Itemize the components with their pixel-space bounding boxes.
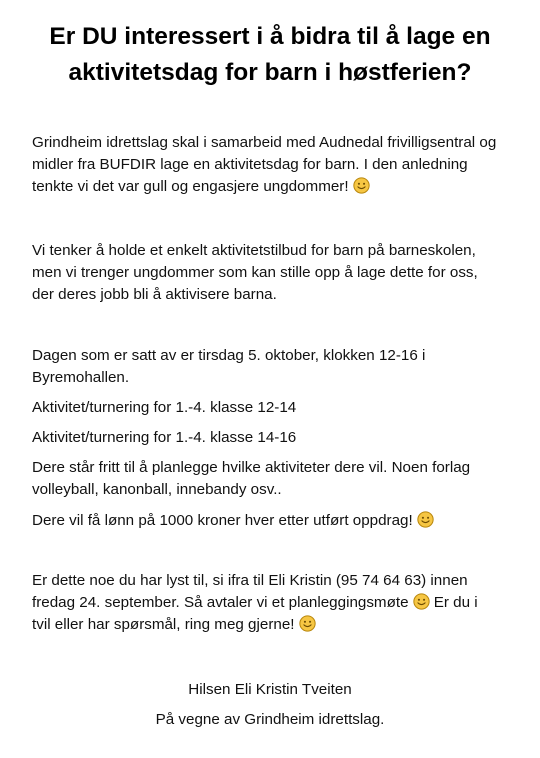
title-line-2: aktivitetsdag for barn i høstferien? [68,59,472,86]
offer-line-2: men vi trenger ungdommer som kan stille opp å lage dette for oss, [32,264,478,281]
date-line-2: Byremohallen. [32,369,130,386]
intro-line-3-wrap [32,176,522,198]
smiley-face-icon [299,615,316,632]
activity-1: Aktivitet/turnering for 1.-4. klasse 12-14 [32,399,297,416]
pay-paragraph [32,510,522,532]
smiley-face-icon [353,177,370,194]
activity-2: Aktivitet/turnering for 1.-4. klasse 14-16 [32,429,297,446]
intro-line-3: tenkte vi det var gull og engasjere ungdommer! [32,178,349,195]
title-line-1: Er DU interessert i å bidra til å lage en [49,23,491,50]
contact-line-3-wrap [32,614,522,636]
contact-line-2b: Er du i [433,594,478,611]
signature-behalf: På vegne av Grindheim idrettslag. [155,711,385,728]
contact-line-1: Er dette noe du har lyst til, si ifra til Eli Kristin (95 74 64 63) innen [32,572,468,589]
signature-greeting: Hilsen Eli Kristin Tveiten [188,681,352,698]
intro-line-2: midler fra BUFDIR lage en aktivitetsdag for barn. I den anledning [32,156,468,173]
smiley-face-icon [413,593,430,610]
free-choice-paragraph [32,457,522,501]
pay-line-wrap [32,510,522,532]
date-line-1: Dagen som er satt av er tirsdag 5. oktober, klokken 12-16 i [32,347,426,364]
contact-line-2-wrap [32,592,522,614]
free-line-1: Dere står fritt til å planlegge hvilke aktiviteter dere vil. Noen forlag [32,459,471,476]
offer-line-1: Vi tenker å holde et enkelt aktivitetstilbud for barn på barneskolen, [32,242,476,259]
intro-line-1: Grindheim idrettslag skal i samarbeid med Audnedal frivilligsentral og [32,134,497,151]
contact-line-2a: fredag 24. september. Så avtaler vi et planleggingsmøte [32,594,409,611]
date-paragraph [32,345,522,389]
intro-paragraph [32,132,522,198]
smiley-face-icon [417,511,434,528]
offer-line-3: der deres jobb bli å aktivisere barna. [32,286,277,303]
offer-paragraph [32,240,522,306]
contact-line-3: tvil eller har spørsmål, ring meg gjerne! [32,616,295,633]
pay-line: Dere vil få lønn på 1000 kroner hver etter utført oppdrag! [32,512,413,529]
free-line-2: volleyball, kanonball, innebandy osv.. [32,481,282,498]
contact-paragraph [32,570,522,636]
